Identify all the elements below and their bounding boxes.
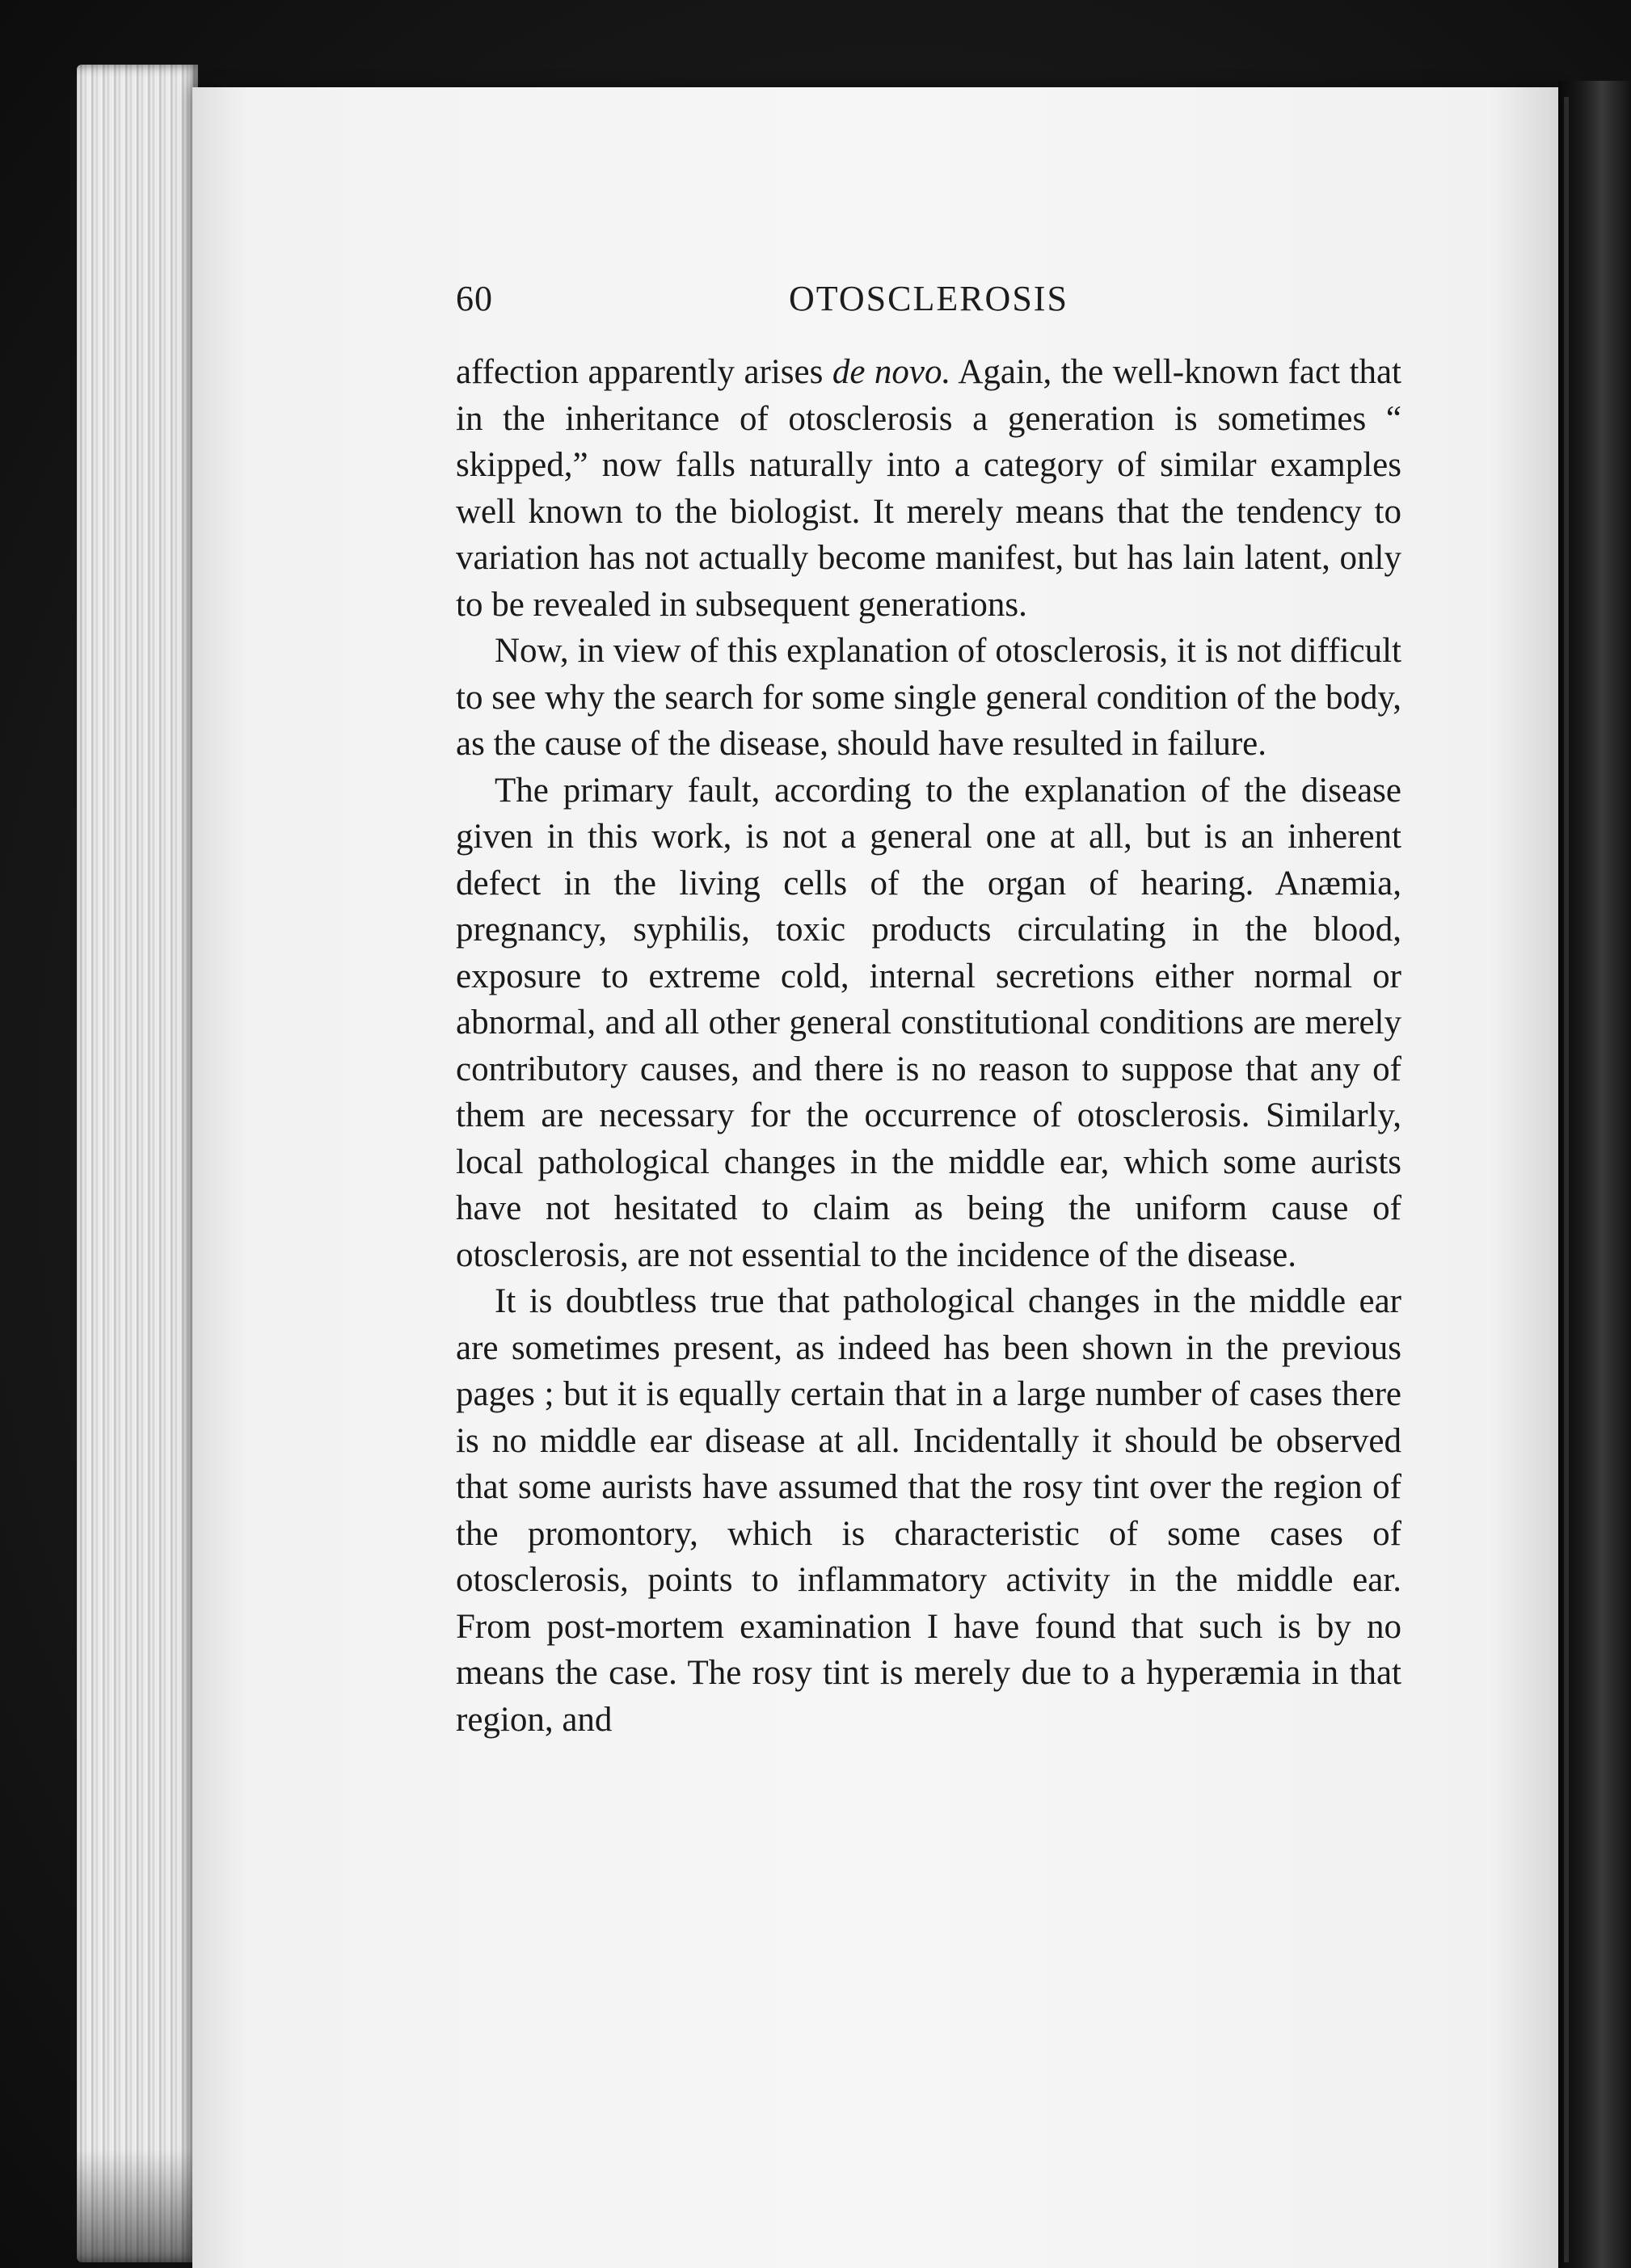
- paragraph-1: [456, 349, 1401, 628]
- page-header: [456, 278, 1401, 326]
- book-binding: [1558, 81, 1631, 2268]
- page-edge-line: [1564, 97, 1569, 2262]
- paragraph-1-rest: Again, the well-known fact that in the inheritance of otosclerosis a generation is sometimes “ skipped,” now falls naturally into a category of similar examples well known to the biologist. It merely means that the tendency to variation has not actually become manifest, but has lain latent, only to be revealed in subsequent generations.: [456, 353, 1401, 624]
- paragraph-1-start: affection apparently arises: [456, 353, 832, 391]
- paragraph-4: It is doubtless true that pathological changes in the middle ear are sometimes present, as indeed has been shown in the previous pages ; but it is equally certain that in a large number of cases there is no middle ear disease at all. Incidentally it should be observed that some aurists have assumed that the rosy tint over the region of the promontory, which is characteristic of some cases of otosclerosis, points to inflammatory activity in the middle ear. From post-mortem examination I have found that such is by no means the case. The rosy tint is merely due to a hyperæmia in that region, and: [456, 1282, 1401, 1739]
- page-stack-edges: [77, 65, 198, 2262]
- page-number: 60: [456, 279, 493, 318]
- body-text: [456, 349, 1401, 1743]
- latin-phrase: de novo.: [832, 353, 951, 391]
- paragraph-3: The primary fault, according to the explanation of the disease given in this work, is not a general one at all, but is an inherent defect in the living cells of the organ of hearing. Anæmia, pregnancy, syphilis, toxic products circulating in the blood, exposure to extreme cold, internal secretions either normal or abnormal, and all other general constitutional conditions are merely contributory causes, and there is no reason to suppose that any of them are necessary for the occurrence of otosclerosis. Similarly, local pathological changes in the middle ear, which some aurists have not hesitated to claim as being the uniform cause of otosclerosis, are not essential to the incidence of the disease.: [456, 771, 1401, 1274]
- paragraph-2: Now, in view of this explanation of otosclerosis, it is not difficult to see why the search for some single general condition of the body, as the cause of the disease, should have resulted in failure.: [456, 632, 1401, 763]
- running-title: OTOSCLEROSIS: [789, 279, 1068, 318]
